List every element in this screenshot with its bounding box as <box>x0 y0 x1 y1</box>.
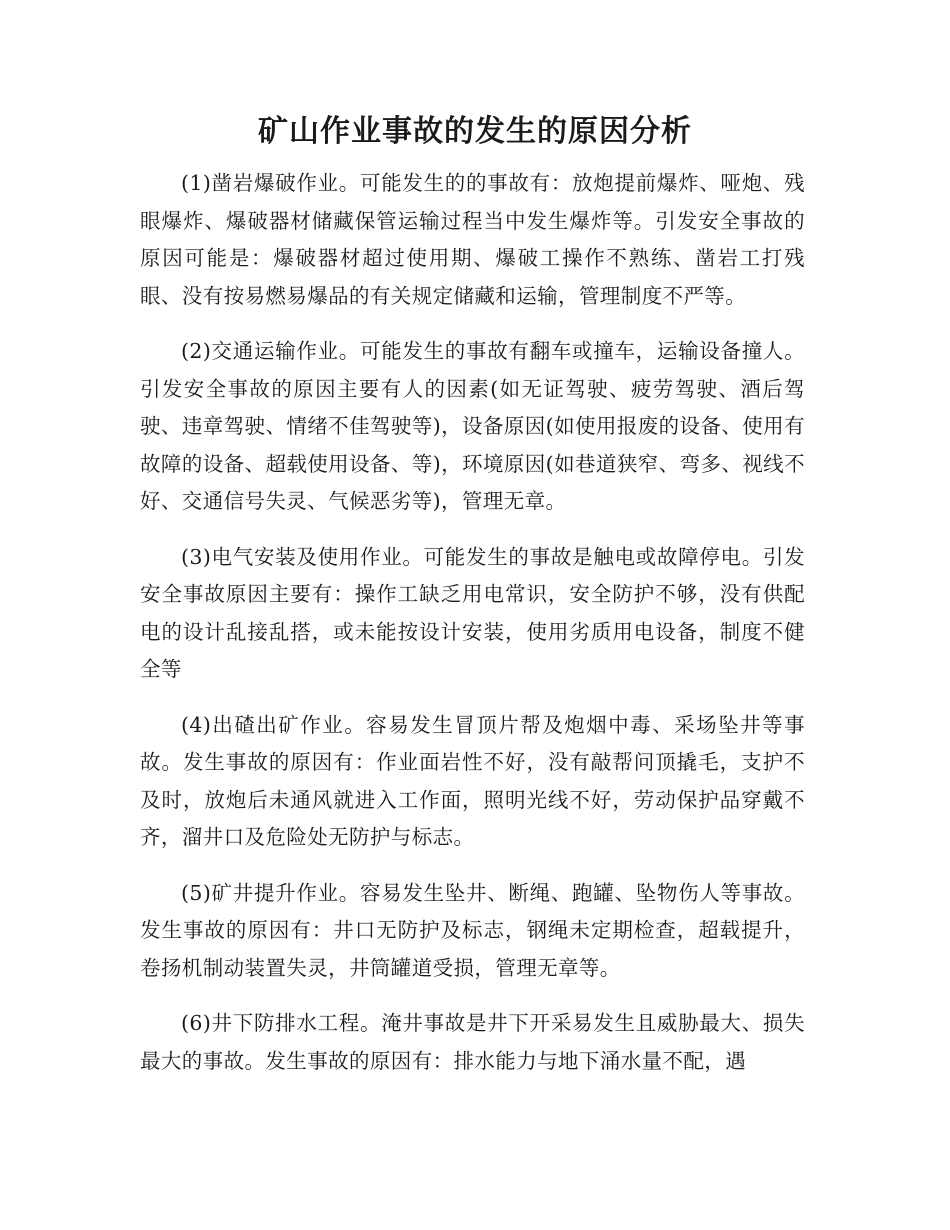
paragraph-1: (1)凿岩爆破作业。可能发生的的事故有：放炮提前爆炸、哑炮、残眼爆炸、爆破器材储藏保管运输过程当中发生爆炸等。引发安全事故的原因可能是：爆破器材超过使用期、爆破工操作不熟练、凿岩工打残眼、没有按易燃易爆品的有关规定储藏和运输，管理制度不严等。 <box>140 171 805 308</box>
paragraph-2: (2)交通运输作业。可能发生的事故有翻车或撞车，运输设备撞人。引发安全事故的原因主要有人的因素(如无证驾驶、疲劳驾驶、酒后驾驶、违章驾驶、情绪不佳驾驶等)，设备原因(如使用报废的设备、使用有故障的设备、超载使用设备、等)，环境原因(如巷道狭窄、弯多、视线不好、交通信号失灵、气候恶劣等)，管理无章。 <box>140 339 805 513</box>
document-title: 矿山作业事故的发生的原因分析 <box>258 114 692 149</box>
paragraph-5: (5)矿井提升作业。容易发生坠井、断绳、跑罐、坠物伤人等事故。发生事故的原因有：井口无防护及标志，钢绳未定期检查，超载提升，卷扬机制动装置失灵，井筒罐道受损，管理无章等。 <box>140 880 805 980</box>
paragraph-6: (6)井下防排水工程。淹井事故是井下开采易发生且威胁最大、损失最大的事故。发生事故的原因有：排水能力与地下涌水量不配，遇 <box>140 1011 805 1073</box>
document-body <box>140 165 805 1098</box>
paragraph-3: (3)电气安装及使用作业。可能发生的事故是触电或故障停电。引发安全事故原因主要有：操作工缺乏用电常识，安全防护不够，没有供配电的设计乱接乱搭，或未能按设计安装，使用劣质用电设备，制度不健全等 <box>140 544 805 681</box>
paragraph-4: (4)出碴出矿作业。容易发生冒顶片帮及炮烟中毒、采场坠井等事故。发生事故的原因有：作业面岩性不好，没有敲帮问顶撬毛，支护不及时，放炮后未通风就进入工作面，照明光线不好，劳动保护品穿戴不齐，溜井口及危险处无防护与标志。 <box>140 712 805 849</box>
